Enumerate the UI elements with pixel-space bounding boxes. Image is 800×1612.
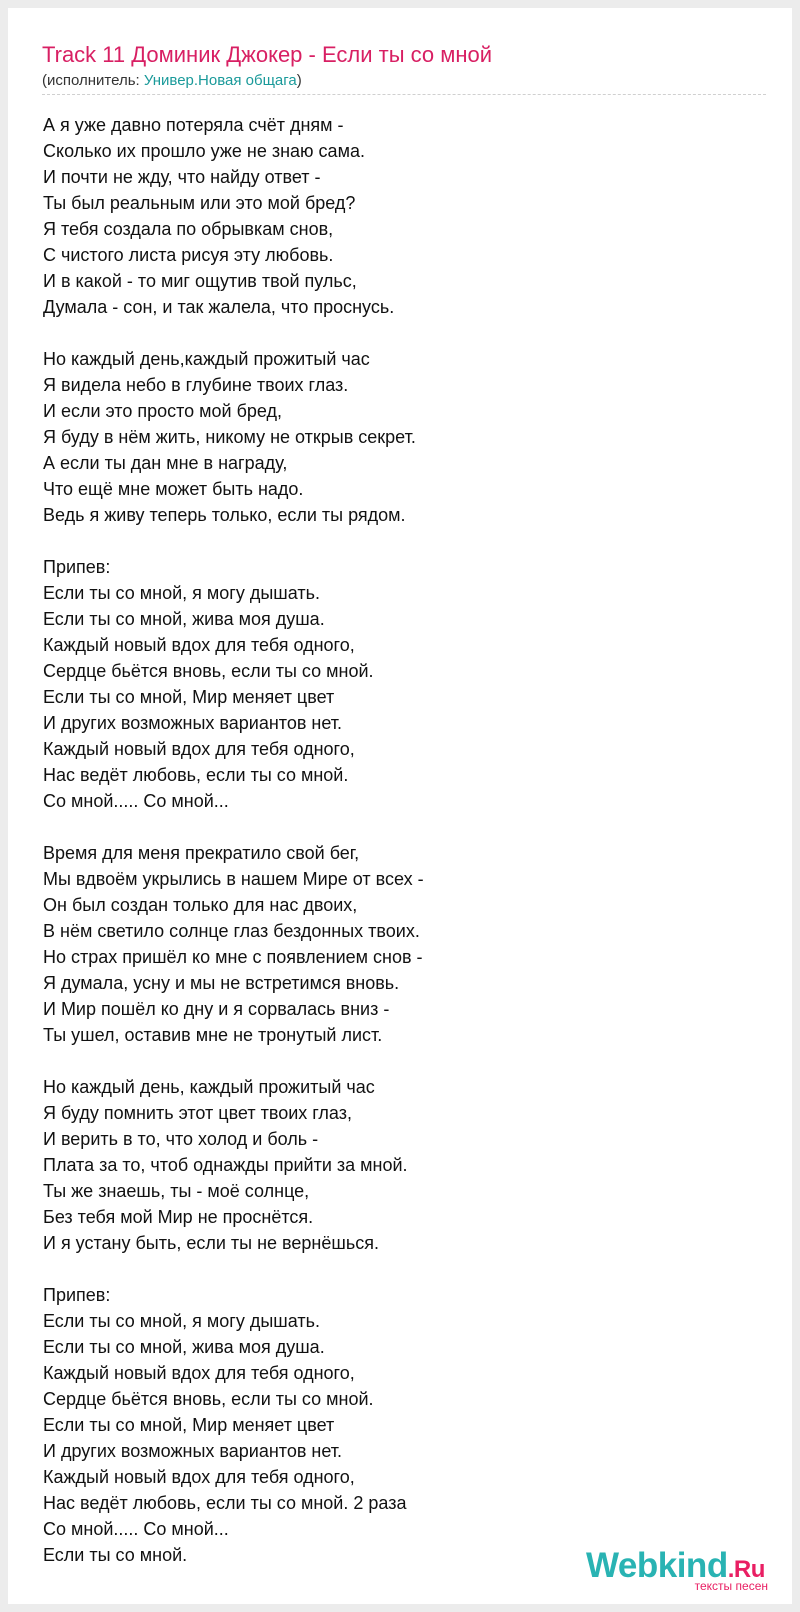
lyric-line: Если ты со мной, я могу дышать.: [43, 583, 320, 603]
lyric-line: Я тебя создала по обрывкам снов,: [43, 219, 334, 239]
artist-prefix: (исполнитель:: [42, 72, 144, 89]
stanza-break: [43, 1048, 424, 1074]
logo-name: Webkind: [586, 1546, 728, 1585]
lyric-line: Но каждый день, каждый прожитый час: [43, 1077, 375, 1097]
lyric-line: Думала - сон, и так жалела, что проснусь.: [43, 297, 395, 317]
artist-link[interactable]: Универ.Новая общага: [143, 72, 297, 89]
lyrics-card: [8, 8, 792, 1604]
lyric-line: Со мной..... Со мной...: [43, 791, 229, 811]
stanza-break: [43, 814, 424, 840]
lyric-line: Если ты со мной, Мир меняет цвет: [43, 687, 335, 707]
page-title: Track 11 Доминик Джокер - Если ты со мной: [42, 42, 493, 67]
lyric-line: Но каждый день,каждый прожитый час: [43, 349, 370, 369]
lyric-line: Ты ушел, оставив мне не тронутый лист.: [43, 1025, 383, 1045]
lyric-line: И Мир пошёл ко дну и я сорвалась вниз -: [43, 999, 390, 1019]
lyric-line: Припев:: [43, 1285, 111, 1305]
lyric-line: Мы вдвоём укрылись в нашем Мире от всех -: [43, 869, 424, 889]
lyric-line: Я видела небо в глубине твоих глаз.: [43, 375, 349, 395]
lyric-line: Если ты со мной.: [43, 1545, 188, 1565]
lyric-line: Сердце бьётся вновь, если ты со мной.: [43, 1389, 374, 1409]
lyric-line: И других возможных вариантов нет.: [43, 1441, 343, 1461]
lyric-line: Каждый новый вдох для тебя одного,: [43, 739, 355, 759]
title-divider: [42, 94, 766, 95]
stanza-break: [43, 528, 424, 554]
lyric-line: Я буду помнить этот цвет твоих глаз,: [43, 1103, 352, 1123]
lyric-line: Он был создан только для нас двоих,: [43, 895, 358, 915]
lyric-line: Если ты со мной, жива моя душа.: [43, 1337, 325, 1357]
lyric-line: И верить в то, что холод и боль -: [43, 1129, 319, 1149]
lyric-line: С чистого листа рисуя эту любовь.: [43, 245, 334, 265]
lyric-line: Сердце бьётся вновь, если ты со мной.: [43, 661, 374, 681]
lyric-line: Я думала, усну и мы не встретимся вновь.: [43, 973, 400, 993]
lyric-line: И в какой - то миг ощутив твой пульс,: [43, 271, 357, 291]
lyric-line: Ты же знаешь, ты - моё солнце,: [43, 1181, 310, 1201]
artist-line: [42, 72, 302, 90]
lyric-line: Плата за то, чтоб однажды прийти за мной.: [43, 1155, 408, 1175]
lyric-line: Ты был реальным или это мой бред?: [43, 193, 356, 213]
lyric-line: Без тебя мой Мир не проснётся.: [43, 1207, 314, 1227]
lyric-line: И почти не жду, что найду ответ -: [43, 167, 321, 187]
lyric-line: Если ты со мной, жива моя душа.: [43, 609, 325, 629]
stanza-break: [43, 1256, 424, 1282]
lyric-line: А я уже давно потеряла счёт дням -: [43, 115, 344, 135]
lyric-line: Нас ведёт любовь, если ты со мной.: [43, 765, 349, 785]
lyric-line: Каждый новый вдох для тебя одного,: [43, 635, 355, 655]
lyric-line: Я буду в нём жить, никому не открыв секрет.: [43, 427, 416, 447]
lyric-line: Сколько их прошло уже не знаю сама.: [43, 141, 365, 161]
artist-suffix: ): [296, 72, 302, 89]
lyric-line: А если ты дан мне в награду,: [43, 453, 288, 473]
lyric-line: Если ты со мной, Мир меняет цвет: [43, 1415, 335, 1435]
lyric-line: И если это просто мой бред,: [43, 401, 283, 421]
lyric-line: И других возможных вариантов нет.: [43, 713, 343, 733]
lyric-line: В нём светило солнце глаз бездонных твоих.: [43, 921, 420, 941]
lyric-line: Что ещё мне может быть надо.: [43, 479, 304, 499]
logo-tagline: тексты песен: [694, 1579, 768, 1593]
stanza-break: [43, 320, 424, 346]
lyric-line: Если ты со мной, я могу дышать.: [43, 1311, 320, 1331]
lyric-line: Нас ведёт любовь, если ты со мной. 2 раза: [43, 1493, 407, 1513]
logo-tld: .Ru: [727, 1556, 765, 1583]
lyric-line: Но страх пришёл ко мне с появлением снов -: [43, 947, 423, 967]
lyric-line: Со мной..... Со мной...: [43, 1519, 229, 1539]
lyric-line: Ведь я живу теперь только, если ты рядом.: [43, 505, 406, 525]
lyric-line: Каждый новый вдох для тебя одного,: [43, 1363, 355, 1383]
lyrics-text: [43, 112, 424, 1568]
lyric-line: Время для меня прекратило свой бег,: [43, 843, 360, 863]
lyric-line: Каждый новый вдох для тебя одного,: [43, 1467, 355, 1487]
webkind-logo[interactable]: [586, 1546, 786, 1592]
lyric-line: И я устану быть, если ты не вернёшься.: [43, 1233, 379, 1253]
lyric-line: Припев:: [43, 557, 111, 577]
